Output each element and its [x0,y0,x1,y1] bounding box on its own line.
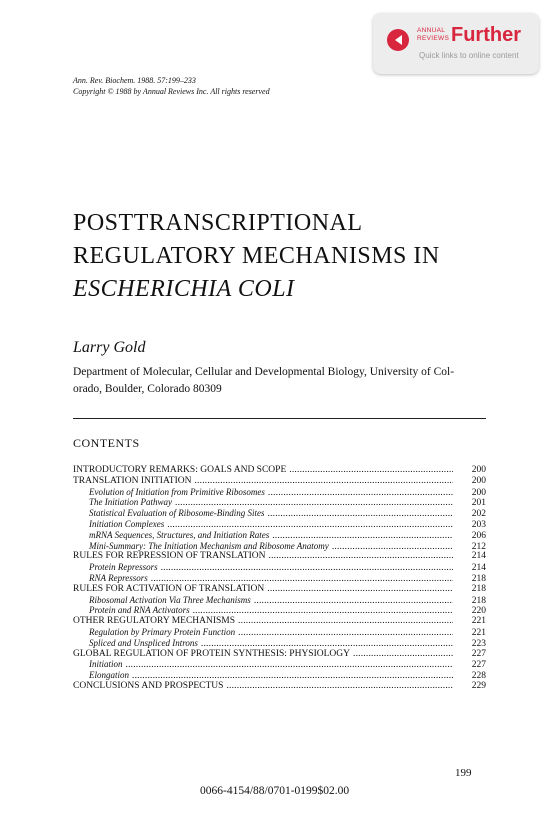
toc-label: Initiation [89,659,123,670]
article-code: 0066-4154/88/0701-0199$02.00 [200,785,350,797]
toc-row[interactable] [73,649,486,660]
badge-reviews: REVIEWS [417,35,450,42]
toc-page: 227 [471,660,486,671]
toc-leader [353,649,453,660]
toc-page: 218 [471,583,486,594]
toc-leader [161,563,453,574]
contents-heading: CONTENTS [73,436,140,450]
toc-page: 223 [471,638,486,649]
toc-row[interactable] [73,476,486,487]
toc-label: Protein Repressors [89,562,158,573]
toc-row[interactable] [73,551,486,562]
toc-label: Elongation [89,670,129,681]
title-line-3: ESCHERICHIA COLI [73,276,295,302]
toc-label: Spliced and Unspliced Introns [89,637,198,648]
toc-leader [226,681,453,692]
toc-label: RULES FOR ACTIVATION OF TRANSLATION [73,583,265,594]
citation [73,75,270,97]
toc-page: 200 [471,487,486,498]
toc-label: TRANSLATION INITIATION [73,475,192,486]
toc-row[interactable] [73,465,486,476]
toc-row[interactable] [73,530,486,541]
toc-leader [289,465,453,476]
citation-line-2: Copyright © 1988 by Annual Reviews Inc. All rights reserved [73,87,270,96]
toc-leader [238,616,453,627]
affiliation-line-2: orado, Boulder, Colorado 80309 [73,383,222,395]
toc-leader [267,509,453,520]
toc-row[interactable] [73,487,486,498]
toc-label: Initiation Complexes [89,518,165,529]
badge-subtitle: Quick links to online content [419,51,519,60]
toc-page: 200 [471,465,486,475]
toc-row[interactable] [73,681,486,692]
toc-page: 201 [471,498,486,509]
toc-row[interactable] [73,605,486,616]
toc-page: 202 [471,509,486,520]
toc-row[interactable] [73,562,486,573]
toc-leader [254,596,453,607]
toc-page: 218 [471,573,486,584]
toc-page: 203 [471,519,486,530]
toc-row[interactable] [73,584,486,595]
toc-page: 220 [471,606,486,617]
toc-page: 214 [471,563,486,574]
toc-label: Regulation by Primary Protein Function [89,626,236,637]
toc-row[interactable] [73,573,486,584]
toc-label: Evolution of Initiation from Primitive Ribosomes [89,486,265,497]
toc-label: RULES FOR REPRESSION OF TRANSLATION [73,551,266,562]
title-line-2: REGULATORY MECHANISMS IN [73,243,440,269]
toc-leader [268,488,453,499]
affiliation [73,364,493,398]
toc-page: 206 [471,530,486,541]
toc-leader [126,660,454,671]
toc-page: 221 [471,627,486,638]
toc-row[interactable] [73,541,486,552]
toc-label: GLOBAL REGULATION OF PROTEIN SYNTHESIS: PHYSIOLOGY [73,648,350,659]
toc-row[interactable] [73,627,486,638]
toc-label: Ribosomal Activation Via Three Mechanisms [89,594,251,605]
toc-label: CONCLUSIONS AND PROSPECTUS [73,680,224,691]
toc-row[interactable] [73,659,486,670]
toc-label: Mini-Summary: The Initiation Mechanism and Ribosome Anatomy [89,540,329,551]
toc-row[interactable] [73,497,486,508]
toc-page: 214 [471,551,486,562]
toc-label: Statistical Evaluation of Ribosome-Binding Sites [89,508,265,519]
toc-row[interactable] [73,519,486,530]
article-title [73,207,440,306]
toc-page: 229 [471,680,486,691]
toc-label: RNA Repressors [89,572,148,583]
toc-page: 228 [471,671,486,682]
toc-label: INTRODUCTORY REMARKS: GOALS AND SCOPE [73,465,287,475]
citation-line-1: Ann. Rev. Biochem. 1988. 57:199–233 [73,76,196,85]
page-number: 199 [455,767,472,779]
badge-annual: ANNUAL [417,27,446,34]
toc-label: mRNA Sequences, Structures, and Initiation Rates [89,529,270,540]
toc-label: Protein and RNA Activators [89,605,190,616]
badge-further-label: Further [451,24,521,46]
toc-page: 227 [471,648,486,659]
table-of-contents [73,465,486,692]
toc-row[interactable] [73,508,486,519]
toc-label: OTHER REGULATORY MECHANISMS [73,616,236,627]
toc-leader [238,628,453,639]
toc-leader [267,584,453,595]
toc-page: 212 [471,541,486,552]
play-arrow-icon [387,29,409,51]
divider [73,418,486,419]
toc-label: The Initiation Pathway [89,497,172,508]
toc-page: 221 [471,616,486,627]
toc-row[interactable] [73,670,486,681]
author-name: Larry Gold [73,339,146,356]
toc-leader [194,476,453,487]
toc-row[interactable] [73,616,486,627]
toc-leader [269,551,454,562]
toc-row[interactable] [73,595,486,606]
toc-row[interactable] [73,638,486,649]
badge-brand-text [417,27,449,43]
toc-page: 218 [471,595,486,606]
affiliation-line-1: Department of Molecular, Cellular and Developmental Biology, University of Col- [73,366,455,378]
toc-page: 200 [471,475,486,486]
title-line-1: POSTTRANSCRIPTIONAL [73,210,363,236]
annual-reviews-further-badge[interactable] [373,13,539,74]
